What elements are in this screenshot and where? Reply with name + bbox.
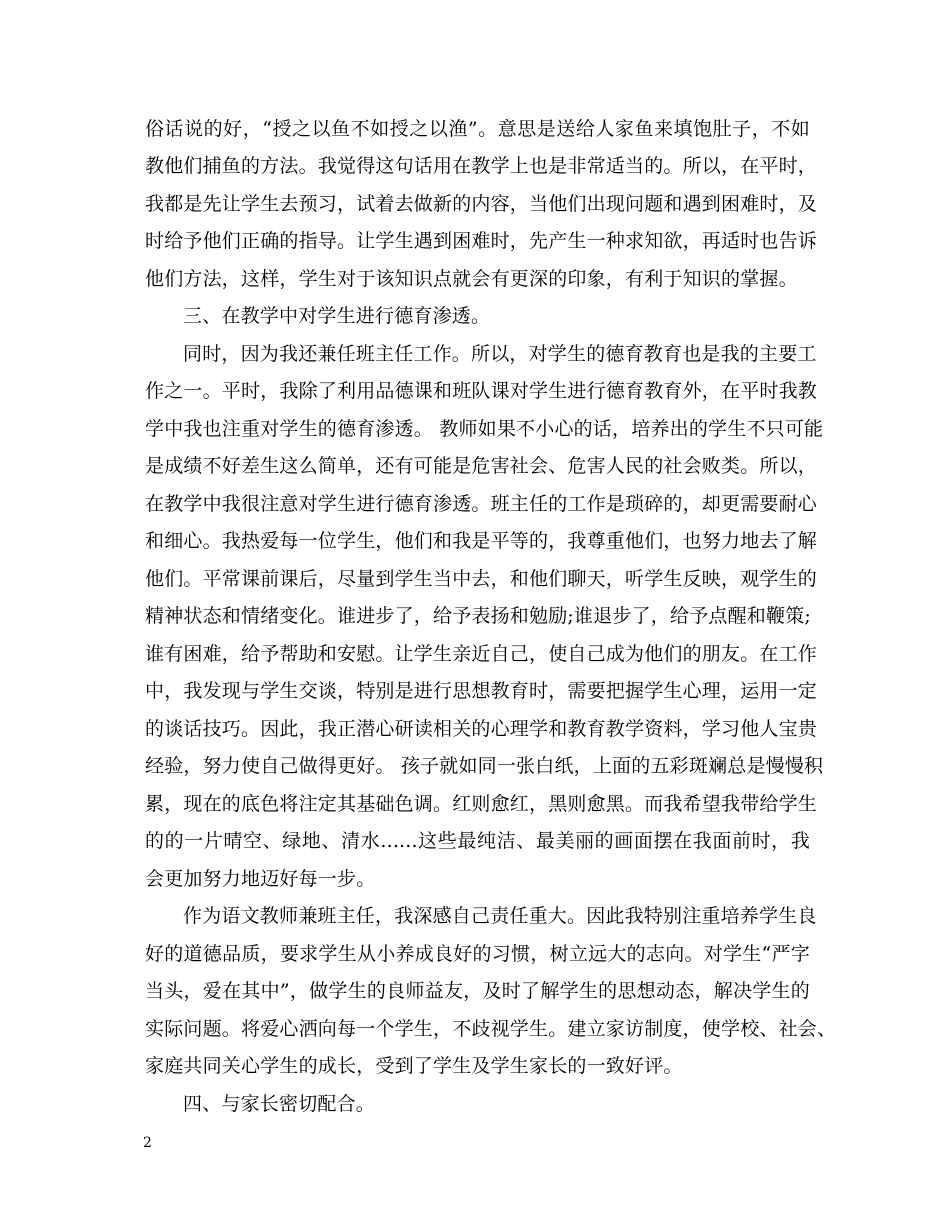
paragraph-line: 作之一。平时，我除了利用品德课和班队课对学生进行德育教育外，在平时我教	[145, 380, 818, 402]
paragraph-line: 他们。平常课前课后，尽量到学生当中去，和他们聊天，听学生反映，观学生的	[145, 568, 818, 590]
paragraph-line: 精神状态和情绪变化。谁进步了，给予表扬和勉励;谁退步了，给予点醒和鞭策;	[145, 605, 812, 627]
paragraph-line: 是成绩不好差生这么简单，还有可能是危害社会、危害人民的社会败类。所以，	[145, 455, 818, 477]
paragraph-line: 当头，爱在其中”，做学生的良师益友，及时了解学生的思想动态，解决学生的	[145, 980, 810, 1002]
paragraph-line: 我都是先让学生去预习，试着去做新的内容，当他们出现问题和遇到困难时，及	[145, 193, 818, 215]
paragraph-line: 实际问题。将爱心洒向每一个学生，不歧视学生。建立家访制度，使学校、社会、	[145, 1018, 837, 1040]
paragraph-line: 俗话说的好，“授之以鱼不如授之以渔”。意思是送给人家鱼来填饱肚子，不如	[145, 118, 810, 140]
paragraph-line: 在教学中我很注意对学生进行德育渗透。班主任的工作是琐碎的，却更需要耐心	[145, 493, 818, 515]
paragraph-line: 好的道德品质，要求学生从小养成良好的习惯，树立远大的志向。对学生“严字	[145, 943, 810, 965]
paragraph-line: 的的一片晴空、绿地、清水......这些最纯洁、最美丽的画面摆在我面前时，我	[145, 830, 810, 852]
paragraph-line: 同时，因为我还兼任班主任工作。所以，对学生的德育教育也是我的主要工	[183, 343, 817, 365]
paragraph-line: 家庭共同关心学生的成长，受到了学生及学生家长的一致好评。	[145, 1055, 683, 1077]
paragraph-line: 时给予他们正确的指导。让学生遇到困难时，先产生一种求知欲，再适时也告诉	[145, 230, 818, 252]
paragraph-line: 教他们捕鱼的方法。我觉得这句话用在教学上也是非常适当的。所以，在平时，	[145, 155, 818, 177]
paragraph-line: 和细心。我热爱每一位学生，他们和我是平等的，我尊重他们，也努力地去了解	[145, 530, 818, 552]
paragraph-line: 学中我也注重对学生的德育渗透。 教师如果不小心的话，培养出的学生不只可能	[145, 418, 824, 440]
paragraph-line: 会更加努力地迈好每一步。	[145, 868, 376, 890]
paragraph-line: 他们方法，这样，学生对于该知识点就会有更深的印象，有利于知识的掌握。	[145, 268, 798, 290]
paragraph-line: 累，现在的底色将注定其基础色调。红则愈红，黑则愈黑。而我希望我带给学生	[145, 793, 818, 815]
section-heading: 四、与家长密切配合。	[183, 1093, 376, 1115]
page-number: 2	[143, 1135, 152, 1151]
paragraph-line: 经验，努力使自己做得更好。 孩子就如同一张白纸，上面的五彩斑斓总是慢慢积	[145, 755, 824, 777]
paragraph-line: 的谈话技巧。因此，我正潜心研读相关的心理学和教育教学资料，学习他人宝贵	[145, 718, 818, 740]
paragraph-line: 谁有困难，给予帮助和安慰。让学生亲近自己，使自己成为他们的朋友。在工作	[145, 643, 818, 665]
paragraph-line: 作为语文教师兼班主任，我深感自己责任重大。因此我特别注重培养学生良	[183, 905, 817, 927]
paragraph-line: 中，我发现与学生交谈，特别是进行思想教育时，需要把握学生心理，运用一定	[145, 680, 818, 702]
section-heading: 三、在教学中对学生进行德育渗透。	[183, 305, 491, 327]
